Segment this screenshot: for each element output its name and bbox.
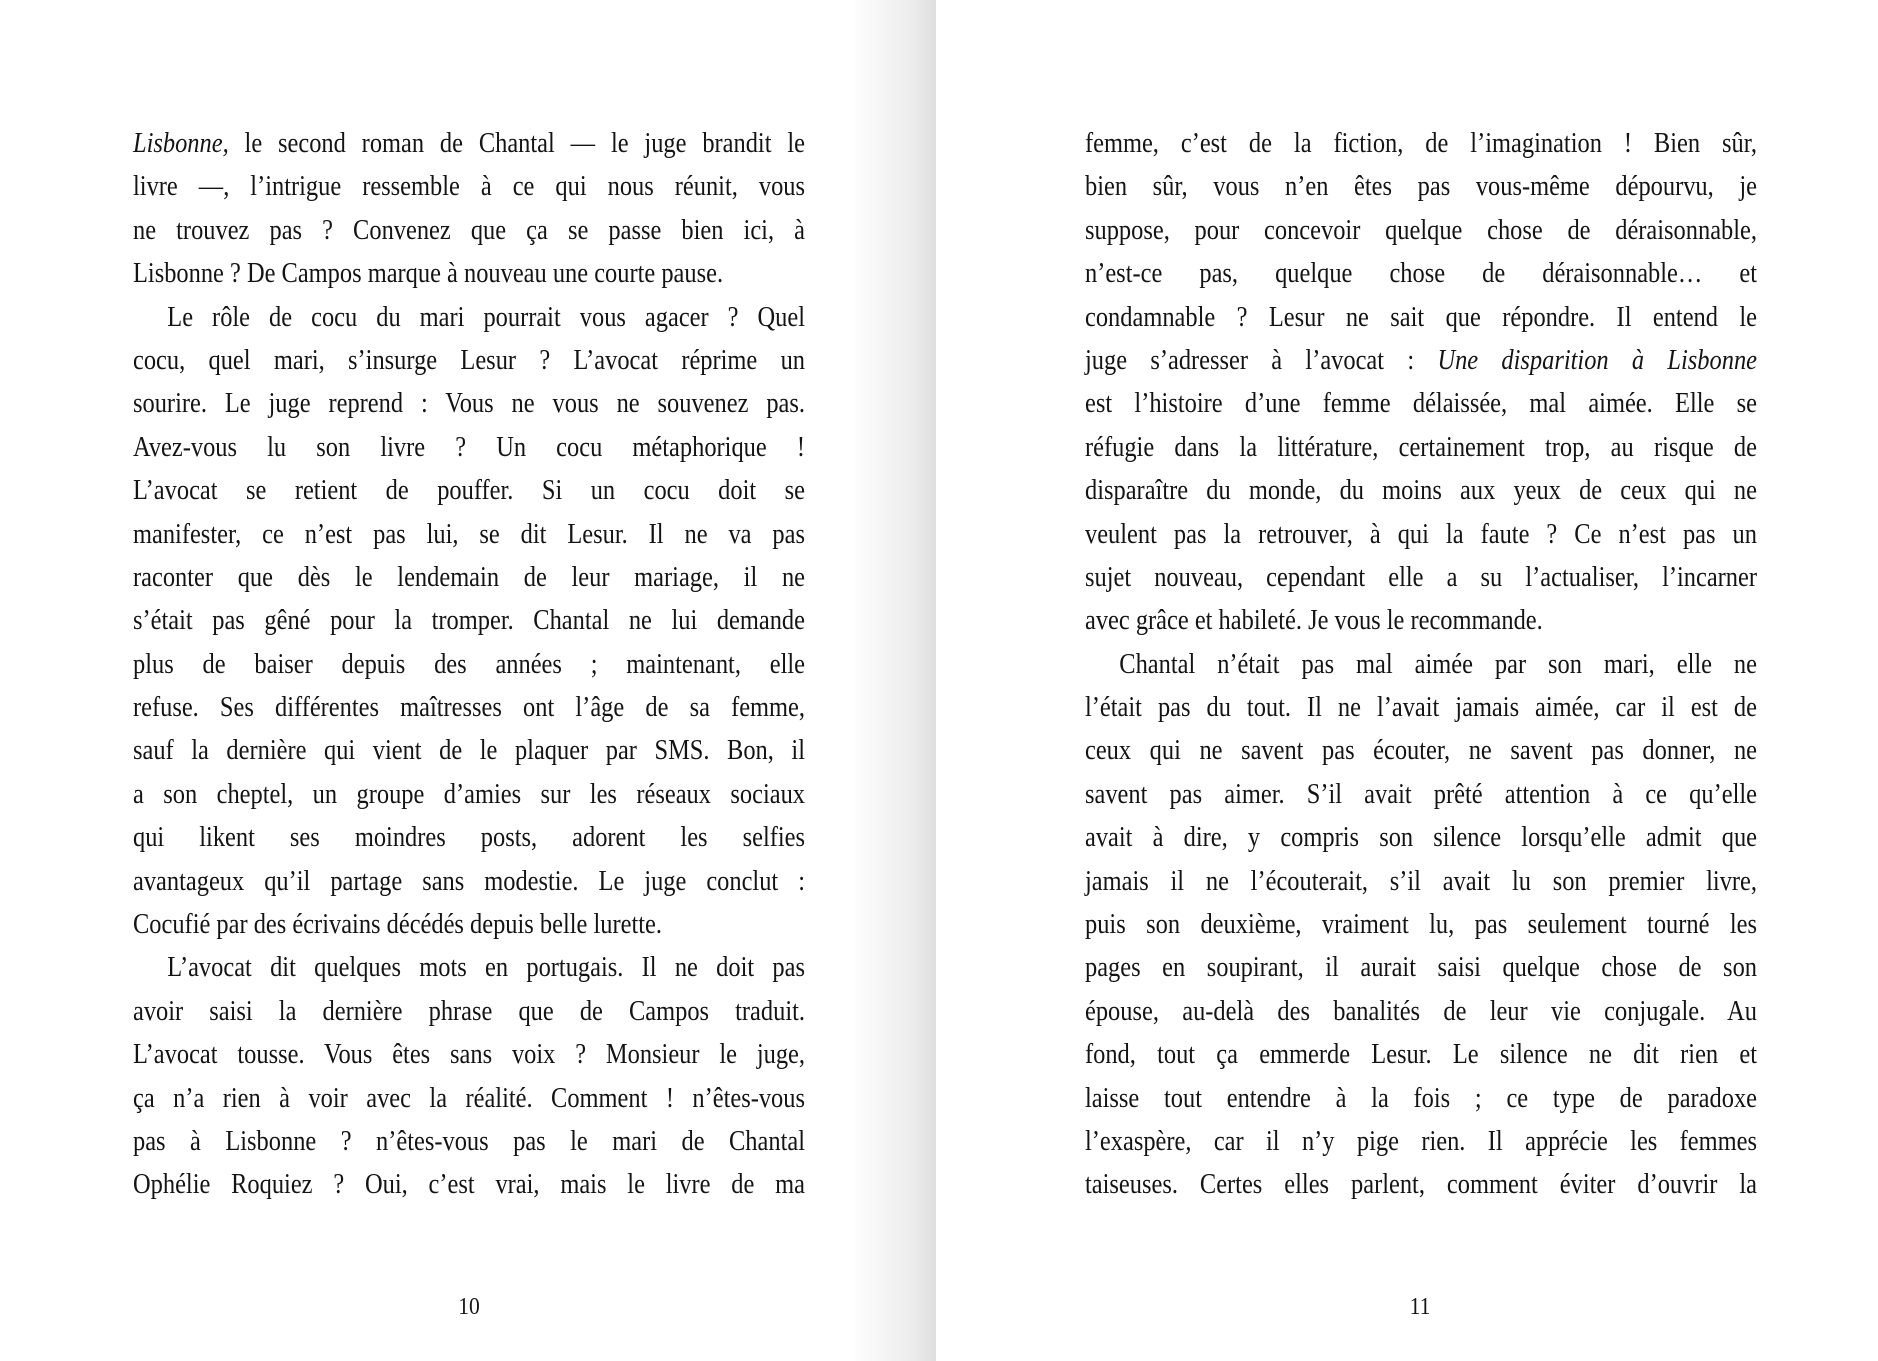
text-line-content [1085, 165, 1757, 208]
text-line [133, 773, 805, 816]
text-segment: ne trouvez pas ? Convenez que ça se passe bien ici, à [133, 214, 805, 246]
text-line-content [133, 903, 805, 946]
text-segment: livre —, l’intrigue ressemble à ce qui nous réunit, vous [133, 171, 805, 203]
text-line-content [1085, 946, 1757, 989]
text-line-content [1085, 252, 1757, 295]
text-line-content [133, 729, 805, 772]
text-line [133, 599, 805, 642]
text-segment: Le rôle de cocu du mari pourrait vous agacer ? Quel [167, 301, 805, 333]
text-segment: L’avocat dit quelques mots en portugais. Il ne doit pas [167, 952, 805, 984]
text-segment: L’avocat se retient de pouffer. Si un cocu doit se [133, 475, 805, 507]
italic-text: Lisbonne, [133, 128, 229, 159]
text-segment: veulent pas la retrouver, à qui la faute ? Ce n’est pas un [1085, 518, 1757, 550]
text-line-content [133, 816, 805, 859]
text-line-content [133, 1077, 805, 1120]
text-line-content [1085, 599, 1757, 642]
text-line [133, 729, 805, 772]
text-line [133, 165, 805, 208]
text-line [1085, 860, 1757, 903]
text-line [1085, 382, 1757, 425]
left-page [0, 0, 936, 1361]
right-page [936, 0, 1878, 1361]
text-line [1085, 426, 1757, 469]
text-line-content [133, 339, 805, 382]
right-page-text [1085, 122, 1757, 1207]
text-line-content [133, 1120, 805, 1163]
text-line-content [133, 599, 805, 642]
text-line-content [133, 1163, 805, 1206]
text-line [133, 426, 805, 469]
text-segment: Cocufié par des écrivains décédés depuis belle lurette. [133, 909, 662, 941]
text-line [1085, 122, 1757, 165]
text-line [1085, 643, 1757, 686]
text-line [1085, 1120, 1757, 1163]
text-segment: le second roman de Chantal — le juge brandit le [228, 128, 805, 159]
text-segment: s’était pas gêné pour la tromper. Chantal ne lui demande [133, 605, 805, 637]
text-line [133, 903, 805, 946]
text-segment: avec grâce et habileté. Je vous le recommande. [1085, 605, 1543, 637]
text-segment: fond, tout ça emmerde Lesur. Le silence ne dit rien et [1085, 1039, 1757, 1071]
text-line [133, 252, 805, 295]
text-segment: raconter que dès le lendemain de leur mariage, il ne [133, 561, 805, 593]
text-line-content [133, 556, 805, 599]
text-line [1085, 209, 1757, 252]
text-line [1085, 339, 1757, 382]
text-line [133, 296, 805, 339]
text-line-content [133, 1033, 805, 1076]
page-number-left: 10 [458, 1294, 480, 1320]
text-line-content [1085, 643, 1757, 686]
text-line [1085, 599, 1757, 642]
text-line-content [133, 686, 805, 729]
text-segment: femme, c’est de la fiction, de l’imagination ! Bien sûr, [1085, 128, 1757, 159]
text-line-content [1085, 1033, 1757, 1076]
text-segment: qui likent ses moindres posts, adorent les selfies [133, 822, 805, 854]
text-line [133, 339, 805, 382]
text-segment: Avez-vous lu son livre ? Un cocu métaphorique ! [133, 431, 805, 463]
text-line [1085, 469, 1757, 512]
text-line-content [133, 122, 805, 165]
text-line-content [1085, 990, 1757, 1033]
text-line [1085, 556, 1757, 599]
text-line-content [1085, 209, 1757, 252]
text-line-content [133, 946, 805, 989]
text-line [133, 686, 805, 729]
text-line [133, 1163, 805, 1206]
text-line [1085, 252, 1757, 295]
text-segment: savent pas aimer. S’il avait prêté attention à ce qu’elle [1085, 778, 1757, 810]
text-line-content [133, 469, 805, 512]
text-segment: Chantal n’était pas mal aimée par son mari, elle ne [1119, 648, 1757, 680]
text-line-content [1085, 469, 1757, 512]
text-segment: disparaître du monde, du moins aux yeux de ceux qui ne [1085, 475, 1757, 507]
text-segment: épouse, au-delà des banalités de leur vie conjugale. Au [1085, 995, 1757, 1027]
text-segment: est l’histoire d’une femme délaissée, mal aimée. Elle se [1085, 388, 1757, 420]
text-line [1085, 816, 1757, 859]
text-line [1085, 686, 1757, 729]
gutter-shadow [850, 0, 936, 1361]
text-line [133, 382, 805, 425]
text-line [133, 1120, 805, 1163]
left-page-text [133, 122, 805, 1207]
text-line [1085, 513, 1757, 556]
text-segment: pas à Lisbonne ? n’êtes-vous pas le mari de Chantal [133, 1125, 805, 1157]
text-line-content [133, 296, 805, 339]
text-segment: sujet nouveau, cependant elle a su l’actualiser, l’incarner [1085, 561, 1757, 593]
text-line [133, 990, 805, 1033]
text-segment: l’était pas du tout. Il ne l’avait jamais aimée, car il est de [1085, 692, 1757, 724]
text-line [1085, 729, 1757, 772]
text-segment: puis son deuxième, vraiment lu, pas seulement tourné les [1085, 909, 1757, 941]
text-segment: avait à dire, y compris son silence lorsqu’elle admit que [1085, 822, 1757, 854]
text-line [1085, 946, 1757, 989]
text-line-content [133, 426, 805, 469]
text-line [133, 556, 805, 599]
text-segment: l’exaspère, car il n’y pige rien. Il apprécie les femmes [1085, 1125, 1757, 1157]
text-line-content [133, 513, 805, 556]
text-line [1085, 1163, 1757, 1206]
text-segment: refuse. Ses différentes maîtresses ont l’âge de sa femme, [133, 692, 805, 724]
text-segment: n’est-ce pas, quelque chose de déraisonnable… et [1085, 258, 1757, 290]
text-segment: taiseuses. Certes elles parlent, comment éviter d’ouvrir la [1085, 1169, 1757, 1201]
text-line-content [1085, 556, 1757, 599]
text-segment: jamais il ne l’écouterait, s’il avait lu son premier livre, [1085, 865, 1757, 897]
text-segment: plus de baiser depuis des années ; maintenant, elle [133, 648, 805, 680]
text-line-content [1085, 1120, 1757, 1163]
text-line-content [1085, 686, 1757, 729]
text-line-content [133, 773, 805, 816]
text-segment: Ophélie Roquiez ? Oui, c’est vrai, mais le livre de ma [133, 1169, 805, 1201]
text-segment: bien sûr, vous n’en êtes pas vous-même dépourvu, je [1085, 171, 1757, 203]
text-segment: condamnable ? Lesur ne sait que répondre. Il entend le [1085, 301, 1757, 333]
text-line [133, 1077, 805, 1120]
text-line-content [1085, 1077, 1757, 1120]
text-segment: ça n’a rien à voir avec la réalité. Comment ! n’êtes-vous [133, 1082, 805, 1114]
text-line [133, 816, 805, 859]
text-line-content [133, 382, 805, 425]
text-line-content [133, 860, 805, 903]
text-line [1085, 990, 1757, 1033]
text-segment: avoir saisi la dernière phrase que de Campos traduit. [133, 995, 805, 1027]
text-line-content [1085, 122, 1757, 165]
text-segment: suppose, pour concevoir quelque chose de déraisonnable, [1085, 214, 1757, 246]
text-line-content [133, 643, 805, 686]
text-line [1085, 296, 1757, 339]
italic-text: Une disparition à Lisbonne [1437, 344, 1757, 376]
page-number-right: 11 [1409, 1294, 1431, 1320]
text-line [133, 122, 805, 165]
text-line [133, 469, 805, 512]
text-line-content [1085, 382, 1757, 425]
text-segment: L’avocat tousse. Vous êtes sans voix ? Monsieur le juge, [133, 1039, 805, 1071]
text-line [133, 946, 805, 989]
text-line [133, 643, 805, 686]
text-line-content [133, 252, 805, 295]
text-segment: sauf la dernière qui vient de le plaquer par SMS. Bon, il [133, 735, 805, 767]
text-line [1085, 903, 1757, 946]
text-line [1085, 1077, 1757, 1120]
text-line-content [1085, 513, 1757, 556]
text-segment: manifester, ce n’est pas lui, se dit Lesur. Il ne va pas [133, 518, 805, 550]
text-segment: ceux qui ne savent pas écouter, ne savent pas donner, ne [1085, 735, 1757, 767]
text-line [1085, 773, 1757, 816]
text-segment: avantageux qu’il partage sans modestie. Le juge conclut : [133, 865, 805, 897]
text-line-content [1085, 339, 1757, 382]
text-line-content [1085, 426, 1757, 469]
text-line-content [1085, 860, 1757, 903]
text-line-content [133, 990, 805, 1033]
text-line [1085, 1033, 1757, 1076]
text-line [133, 860, 805, 903]
text-line-content [1085, 1163, 1757, 1206]
text-segment: cocu, quel mari, s’insurge Lesur ? L’avocat réprime un [133, 344, 805, 376]
text-segment: sourire. Le juge reprend : Vous ne vous ne souvenez pas. [133, 388, 805, 420]
text-line-content [133, 165, 805, 208]
text-line-content [133, 209, 805, 252]
text-segment: réfugie dans la littérature, certainement trop, au risque de [1085, 431, 1757, 463]
text-segment: a son cheptel, un groupe d’amies sur les réseaux sociaux [133, 778, 805, 810]
text-line [133, 1033, 805, 1076]
text-segment: laisse tout entendre à la fois ; ce type de paradoxe [1085, 1082, 1757, 1114]
text-line-content [1085, 816, 1757, 859]
text-segment: juge s’adresser à l’avocat : [1085, 344, 1438, 376]
text-segment: Lisbonne ? De Campos marque à nouveau une courte pause. [133, 258, 724, 290]
text-line [133, 513, 805, 556]
text-segment: pages en soupirant, il aurait saisi quelque chose de son [1085, 952, 1757, 984]
text-line-content [1085, 296, 1757, 339]
text-line [133, 209, 805, 252]
text-line-content [1085, 903, 1757, 946]
text-line-content [1085, 773, 1757, 816]
text-line-content [1085, 729, 1757, 772]
text-line [1085, 165, 1757, 208]
